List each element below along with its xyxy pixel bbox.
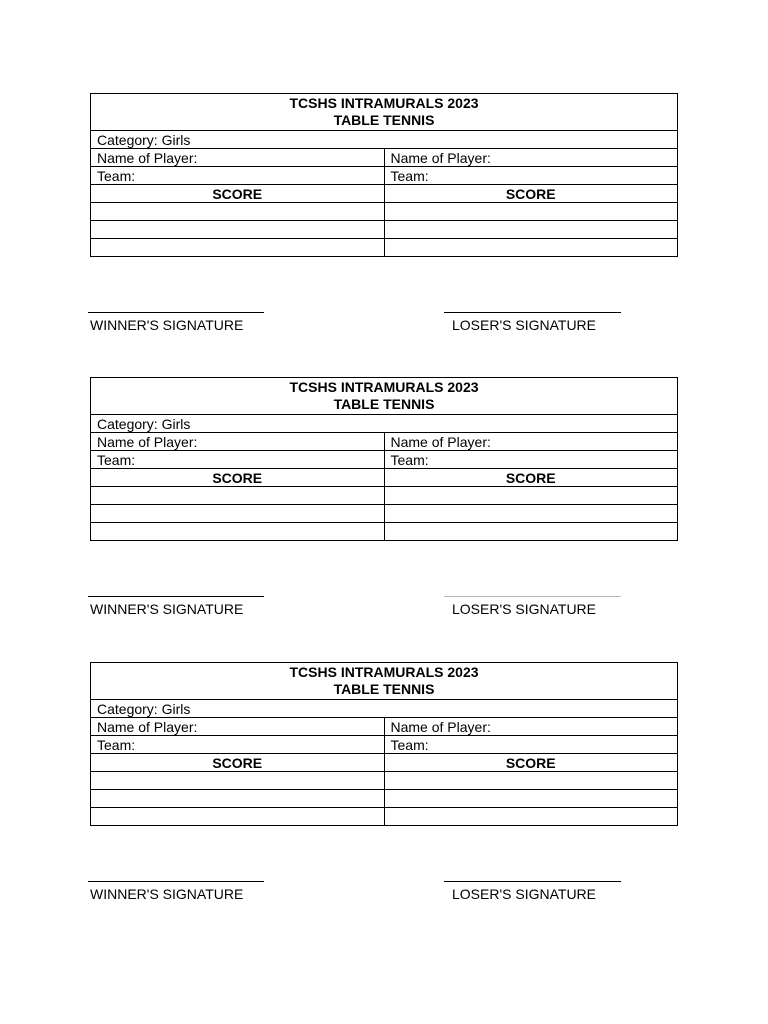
score-header-left: SCORE — [91, 185, 385, 203]
player-name-right: Name of Player: — [384, 718, 678, 736]
score-cell-left — [91, 203, 385, 221]
score-form-1 — [90, 93, 678, 352]
form-title: TCSHS INTRAMURALS 2023 — [289, 379, 479, 395]
score-form-3 — [90, 662, 678, 921]
score-table — [90, 377, 678, 541]
score-cell-left — [91, 239, 385, 257]
score-cell-right — [384, 790, 678, 808]
form-header — [91, 663, 678, 700]
player-name-left: Name of Player: — [91, 433, 385, 451]
score-cell-right — [384, 203, 678, 221]
score-table — [90, 662, 678, 826]
player-name-left: Name of Player: — [91, 149, 385, 167]
loser-signature-label: LOSER'S SIGNATURE — [452, 601, 596, 617]
score-table — [90, 93, 678, 257]
score-cell-left — [91, 505, 385, 523]
winner-signature-label: WINNER'S SIGNATURE — [90, 601, 244, 617]
team-right: Team: — [384, 736, 678, 754]
signature-row — [90, 881, 678, 921]
score-form-2 — [90, 377, 678, 636]
score-header-left: SCORE — [91, 469, 385, 487]
team-left: Team: — [91, 167, 385, 185]
team-right: Team: — [384, 167, 678, 185]
score-cell-right — [384, 808, 678, 826]
loser-signature-line — [444, 312, 621, 313]
score-cell-left — [91, 808, 385, 826]
score-header-right: SCORE — [384, 469, 678, 487]
score-header-right: SCORE — [384, 754, 678, 772]
category-cell: Category: Girls — [91, 415, 678, 433]
score-cell-left — [91, 487, 385, 505]
score-cell-right — [384, 487, 678, 505]
score-header-right: SCORE — [384, 185, 678, 203]
form-subtitle: TABLE TENNIS — [333, 112, 435, 128]
score-cell-right — [384, 772, 678, 790]
loser-signature-label: LOSER'S SIGNATURE — [452, 317, 596, 333]
score-cell-right — [384, 239, 678, 257]
score-cell-right — [384, 505, 678, 523]
winner-signature-line — [88, 881, 264, 882]
winner-signature-line — [88, 596, 264, 597]
loser-signature-label: LOSER'S SIGNATURE — [452, 886, 596, 902]
signature-row — [90, 312, 678, 352]
score-cell-left — [91, 772, 385, 790]
form-header — [91, 94, 678, 131]
form-subtitle: TABLE TENNIS — [333, 396, 435, 412]
winner-signature-label: WINNER'S SIGNATURE — [90, 317, 244, 333]
score-cell-right — [384, 221, 678, 239]
player-name-right: Name of Player: — [384, 433, 678, 451]
score-cell-left — [91, 523, 385, 541]
team-left: Team: — [91, 736, 385, 754]
form-header — [91, 378, 678, 415]
form-title: TCSHS INTRAMURALS 2023 — [289, 664, 479, 680]
category-cell: Category: Girls — [91, 131, 678, 149]
score-header-left: SCORE — [91, 754, 385, 772]
player-name-right: Name of Player: — [384, 149, 678, 167]
team-left: Team: — [91, 451, 385, 469]
loser-signature-line — [444, 596, 621, 597]
team-right: Team: — [384, 451, 678, 469]
score-cell-left — [91, 221, 385, 239]
signature-row — [90, 596, 678, 636]
loser-signature-line — [444, 881, 621, 882]
score-cell-left — [91, 790, 385, 808]
form-subtitle: TABLE TENNIS — [333, 681, 435, 697]
winner-signature-line — [88, 312, 264, 313]
winner-signature-label: WINNER'S SIGNATURE — [90, 886, 244, 902]
score-cell-right — [384, 523, 678, 541]
category-cell: Category: Girls — [91, 700, 678, 718]
form-title: TCSHS INTRAMURALS 2023 — [289, 95, 479, 111]
player-name-left: Name of Player: — [91, 718, 385, 736]
